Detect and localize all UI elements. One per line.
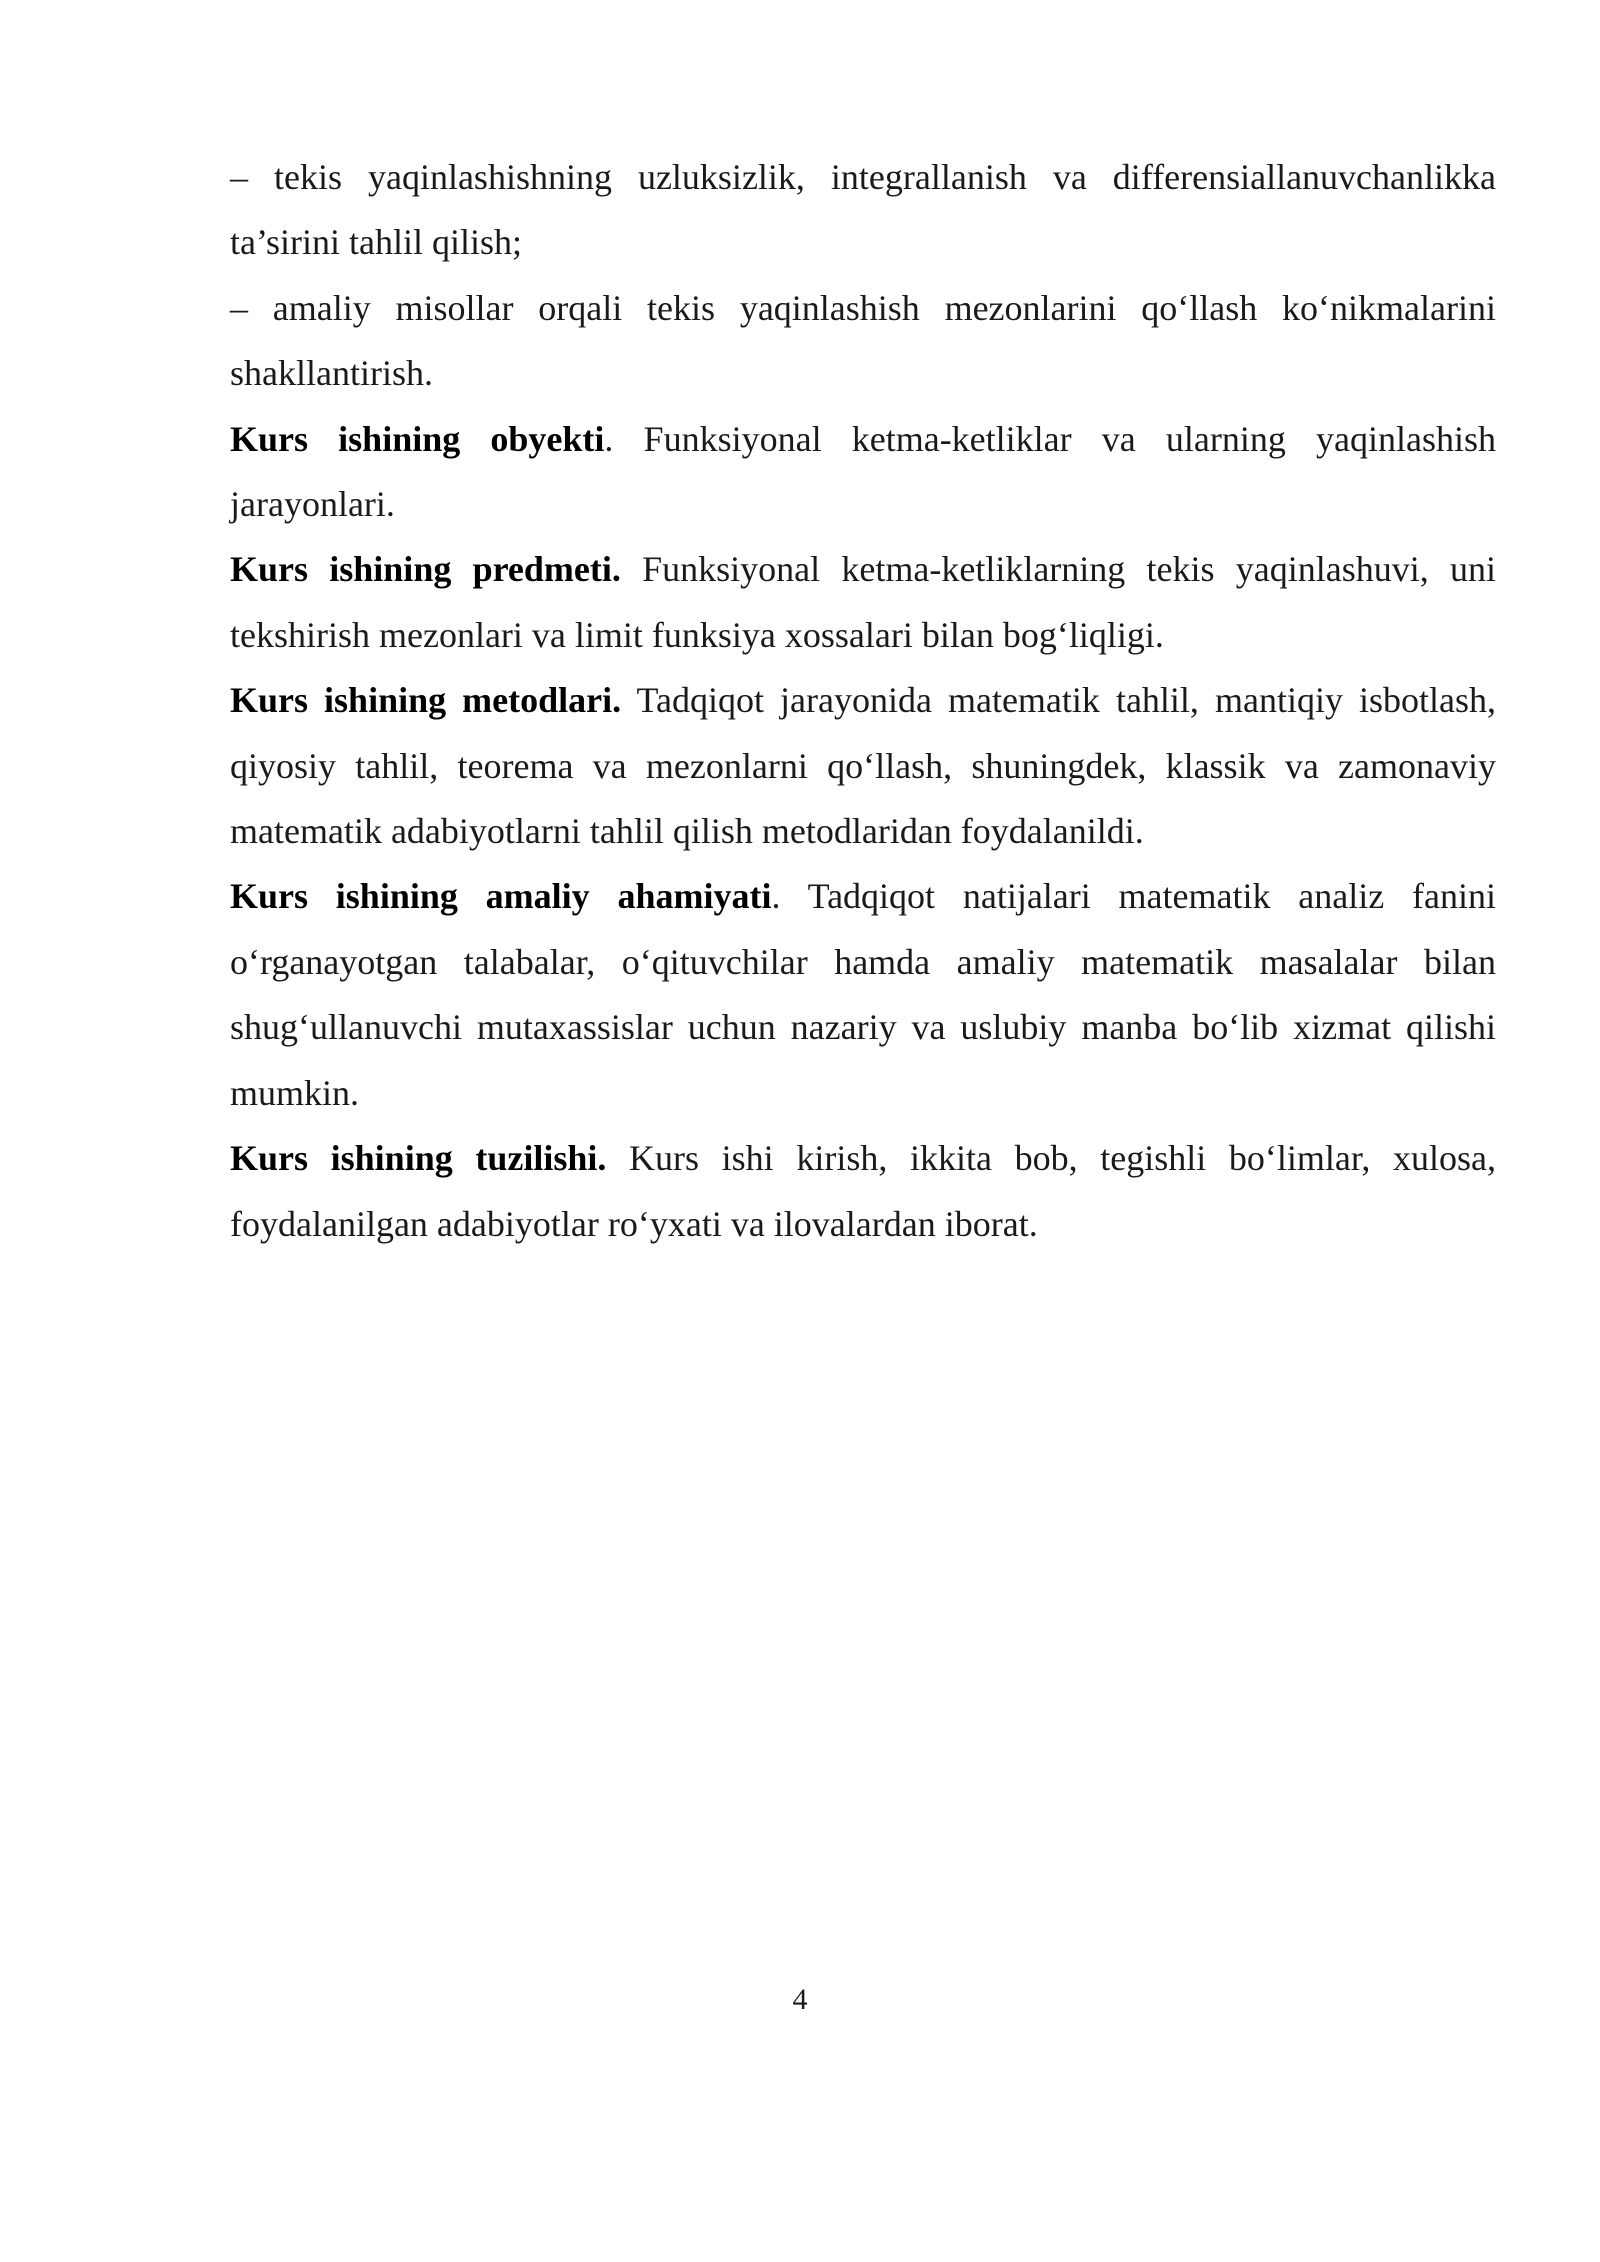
paragraph-object: [230, 407, 1496, 538]
heading-structure: Kurs ishining tuzilishi.: [230, 1138, 607, 1179]
paragraph-subject: [230, 537, 1496, 668]
heading-significance: Kurs ishining amaliy ahamiyati: [230, 876, 772, 917]
page-body: [230, 145, 1496, 1257]
heading-subject: Kurs ishining predmeti.: [230, 549, 621, 590]
heading-object: Kurs ishining obyekti: [230, 418, 605, 459]
text-subject: Funksiyonal ketma-ketliklarning tekis yaqinlashuvi, uni tekshirish mezonlari va limit funksiya xossalari bilan bog‘liqligi.: [230, 549, 1496, 655]
page-number: 4: [792, 1983, 808, 2016]
paragraph-significance: [230, 864, 1496, 1126]
text-object: . Funksiyonal ketma-ketliklar va ularning yaqinlashish jarayonlari.: [230, 418, 1496, 525]
paragraph-task-analysis: – tekis yaqinlashishning uzluksizlik, integrallanish va differensiallanuvchanlikka ta’sirini tahlil qilish;: [230, 157, 1496, 263]
text-significance: . Tadqiqot natijalari matematik analiz fanini o‘rganayotgan talabalar, o‘qituvchilar hamda amaliy matematik masalalar bilan shug‘ullanuvchi mutaxassislar uchun nazariy va uslubiy manba bo‘lib xizmat qilishi mumkin.: [230, 876, 1496, 1113]
paragraph-structure: [230, 1126, 1496, 1257]
heading-methods: Kurs ishining metodlari.: [230, 680, 622, 721]
text-structure: Kurs ishi kirish, ikkita bob, tegishli bo‘limlar, xulosa, foydalanilgan adabiyotlar ro‘yxati va ilovalardan iborat.: [230, 1138, 1496, 1244]
paragraph-methods: [230, 668, 1496, 864]
text-methods: Tadqiqot jarayonida matematik tahlil, mantiqiy isbotlash, qiyosiy tahlil, teorema va mezonlarni qo‘llash, shuningdek, klassik va zamonaviy matematik adabiyotlarni tahlil qilish metodlaridan foydalanildi.: [230, 680, 1496, 852]
paragraph-task-skills: – amaliy misollar orqali tekis yaqinlashish mezonlarini qo‘llash ko‘nikmalarini shakllantirish.: [230, 287, 1496, 394]
